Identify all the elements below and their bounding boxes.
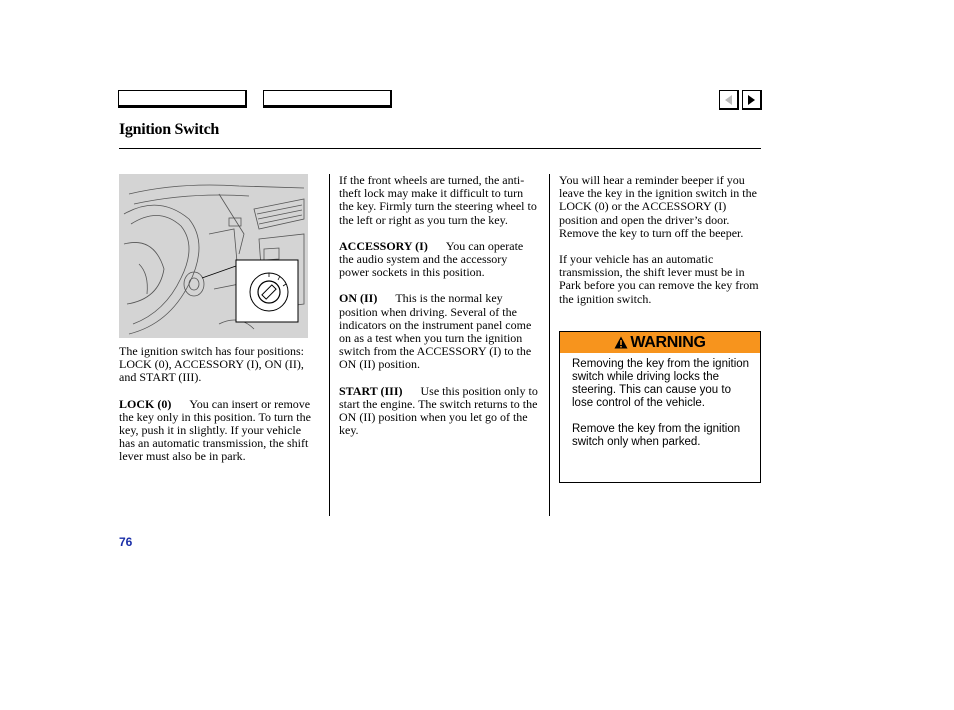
- wheel-lock-paragraph: If the front wheels are turned, the anti-theft lock may make it difficult to turn the key. Firmly turn the steering wheel to the left or right as you turn the key.: [339, 173, 537, 227]
- prev-page-button[interactable]: [719, 90, 739, 110]
- start-paragraph: [339, 385, 539, 438]
- column-1: [119, 345, 319, 477]
- warning-label: WARNING: [630, 333, 706, 351]
- warning-triangle-icon: [614, 336, 628, 349]
- start-text: Use this position only to start the engine. The switch returns to the ON (II) position when you let go of the key.: [339, 383, 538, 438]
- lock-text: You can insert or remove the key only in this position. To turn the key, push it in slightly. If your vehicle has an automatic transmission, the shift lever must also be in park.: [119, 396, 311, 464]
- accessory-paragraph: [339, 240, 539, 280]
- arrow-left-icon: [725, 95, 732, 105]
- start-term: START (III): [339, 383, 403, 398]
- dashboard-drawing: [119, 174, 308, 338]
- warning-box: [559, 331, 761, 483]
- on-term: ON (II): [339, 291, 378, 306]
- on-text: This is the normal key position when driving. Several of the indicators on the instrument panel come on as a test when you turn the ignition switch from the ACCESSORY (I) to the ON (II) position.: [339, 291, 532, 372]
- ignition-switch-illustration: [119, 174, 308, 338]
- warning-body: [560, 353, 760, 449]
- title-divider: [119, 148, 761, 149]
- page-number[interactable]: 76: [119, 535, 133, 549]
- next-page-button[interactable]: [742, 90, 762, 110]
- lock-paragraph: [119, 398, 319, 464]
- arrow-right-icon: [748, 95, 755, 105]
- column-divider: [329, 174, 330, 516]
- warning-paragraph-1: Removing the key from the ignition switch while driving locks the steering. This can cause you to lose control of the vehicle.: [572, 358, 750, 409]
- accessory-term: ACCESSORY (I): [339, 238, 428, 253]
- intro-paragraph: The ignition switch has four positions: LOCK (0), ACCESSORY (I), ON (II), and START (III).: [119, 344, 304, 385]
- column-3: [559, 174, 761, 319]
- accessory-text: You can operate the audio system and the accessory power sockets in this position.: [339, 238, 524, 280]
- on-paragraph: [339, 292, 539, 371]
- nav-button-index[interactable]: [263, 90, 392, 108]
- warning-paragraph-2: Remove the key from the ignition switch only when parked.: [572, 423, 741, 448]
- warning-header: [560, 332, 760, 353]
- park-paragraph: If your vehicle has an automatic transmission, the shift lever must be in Park before you can remove the key from the ignition switch.: [559, 252, 759, 306]
- column-2: [339, 174, 539, 450]
- page-title: Ignition Switch: [119, 121, 219, 138]
- lock-term: LOCK (0): [119, 396, 172, 411]
- beeper-paragraph: You will hear a reminder beeper if you leave the key in the ignition switch in the LOCK (0) or the ACCESSORY (I) position and open the driver’s door. Remove the key to turn off the beeper.: [559, 173, 757, 240]
- nav-button-contents[interactable]: [118, 90, 247, 108]
- column-divider: [549, 174, 550, 516]
